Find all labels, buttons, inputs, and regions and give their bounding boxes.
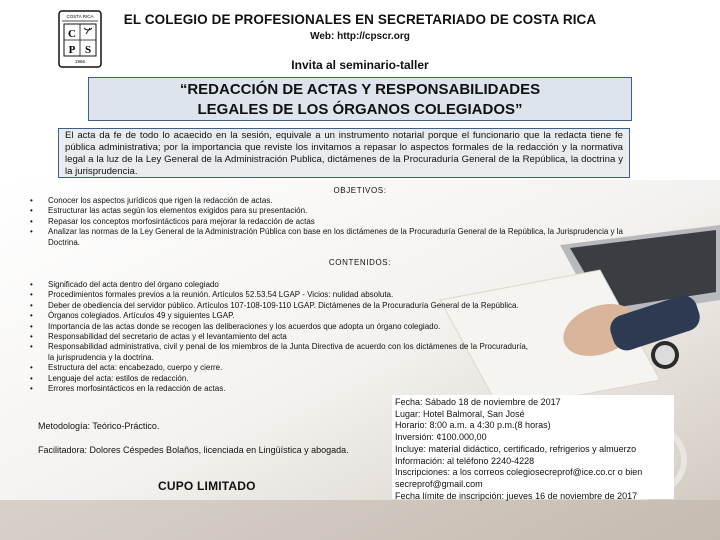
invitation-line: Invita al seminario-taller [291, 58, 429, 72]
event-information: Información: al teléfono 2240-4228 [395, 455, 535, 466]
content-item: • Estructura del acta: encabezado, cuerpo y cierre. [28, 363, 528, 373]
event-details-box [392, 395, 674, 499]
website-line: Web: http://cpscr.org [310, 31, 410, 42]
logo-letter-c: C [68, 28, 76, 40]
objective-item: • Repasar los conceptos morfosintácticos para mejorar la redacción de actas [28, 217, 628, 227]
seminar-title-box [88, 77, 632, 121]
event-includes: Incluye: material didáctico, certificado, refrigerios y almuerzo [395, 443, 637, 454]
contents-heading: CONTENIDOS: [328, 258, 392, 267]
content-item: • Procedimientos formales previos a la reunión. Artículos 52.53.54 LGAP - Vicios: nulidad absoluta. [28, 290, 528, 300]
objective-item: • Conocer los aspectos jurídicos que rigen la redacción de actas. [28, 196, 628, 206]
content-item: • Errores morfosintácticos en la redacción de actas. [28, 384, 528, 394]
objective-item: • Estructurar las actas según los elementos exigidos para su presentación. [28, 206, 628, 216]
content-item: • Responsabilidad del secretario de actas y el levantamiento del acta [28, 332, 528, 342]
objectives-heading: OBJETIVOS: [333, 186, 387, 195]
seminar-title-line-2: LEGALES DE LOS ÓRGANOS COLEGIADOS” [197, 101, 523, 118]
content-item: • Órganos colegiados. Artículos 49 y siguientes LGAP. [28, 311, 528, 321]
logo-top-text: COSTA RICA [66, 14, 94, 19]
objectives-list [28, 196, 628, 248]
event-registration: Inscripciones: a los correos colegiosecreprof@ice.co.cr o bien secreprof@gmail.com [395, 467, 643, 489]
event-date: Fecha: Sábado 18 de noviembre de 2017 [395, 397, 561, 407]
content-item: • Significado del acta dentro del órgano colegiado [28, 280, 528, 290]
logo-letter-p: P [68, 44, 76, 56]
facilitator-line: Facilitadora: Dolores Céspedes Bolaños, licenciada en Lingüística y abogada. [38, 445, 349, 455]
methodology-line: Metodología: Teórico-Práctico. [38, 421, 160, 431]
content-item: • Lenguaje del acta: estilos de redacción. [28, 374, 528, 384]
event-place: Lugar: Hotel Balmoral, San José [395, 408, 525, 419]
limited-seats-notice: CUPO LIMITADO [158, 479, 256, 493]
seminar-title-line-1: “REDACCIÓN DE ACTAS Y RESPONSABILIDADES [179, 81, 541, 98]
contents-list [28, 280, 528, 394]
event-cost: Inversión: ¢100.000,00 [395, 432, 487, 443]
event-schedule: Horario: 8:00 a.m. a 4:30 p.m.(8 horas) [395, 420, 551, 431]
organization-name: EL COLEGIO DE PROFESIONALES EN SECRETARIADO DE COSTA RICA [123, 12, 597, 27]
logo-bottom-text: 1966 [74, 59, 86, 64]
content-item: • Deber de obediencia del servidor público. Artículos 107-108-109-110 LGAP. Dictámenes de la Procuraduría General de la República. [28, 301, 528, 311]
logo-letter-s: S [84, 44, 92, 56]
event-deadline: Fecha límite de inscripción: jueves 16 de noviembre de 2017 [395, 490, 638, 501]
objective-item: • Analizar las normas de la Ley General de la Administración Pública con base en los dictámenes de la Procuraduría General de la República, la Jurisprudencia y la Doctrina. [28, 227, 628, 248]
content-item: • Importancia de las actas donde se recogen las deliberaciones y los acuerdos que adopta un órgano colegiado. [28, 322, 528, 332]
intro-paragraph: El acta da fe de todo lo acaecido en la sesión, equivale a un instrumento notarial porque el funcionario que la redacta tiene fe pública administrativa; por la importancia que reviste los invitamos a repasar lo aspectos formales de la redacción y la normativa legal a la luz de la Ley General de la Administración Publica, dictámenes de la Procuraduría General de la República, la doctrina y la jurisprudencia. [58, 128, 630, 178]
content-item: • Responsabilidad administrativa, civil y penal de los miembros de la Junta Directiva de acuerdo con los dictámenes de la Procuraduría, la jurisprudencia y la doctrina. [28, 342, 528, 363]
